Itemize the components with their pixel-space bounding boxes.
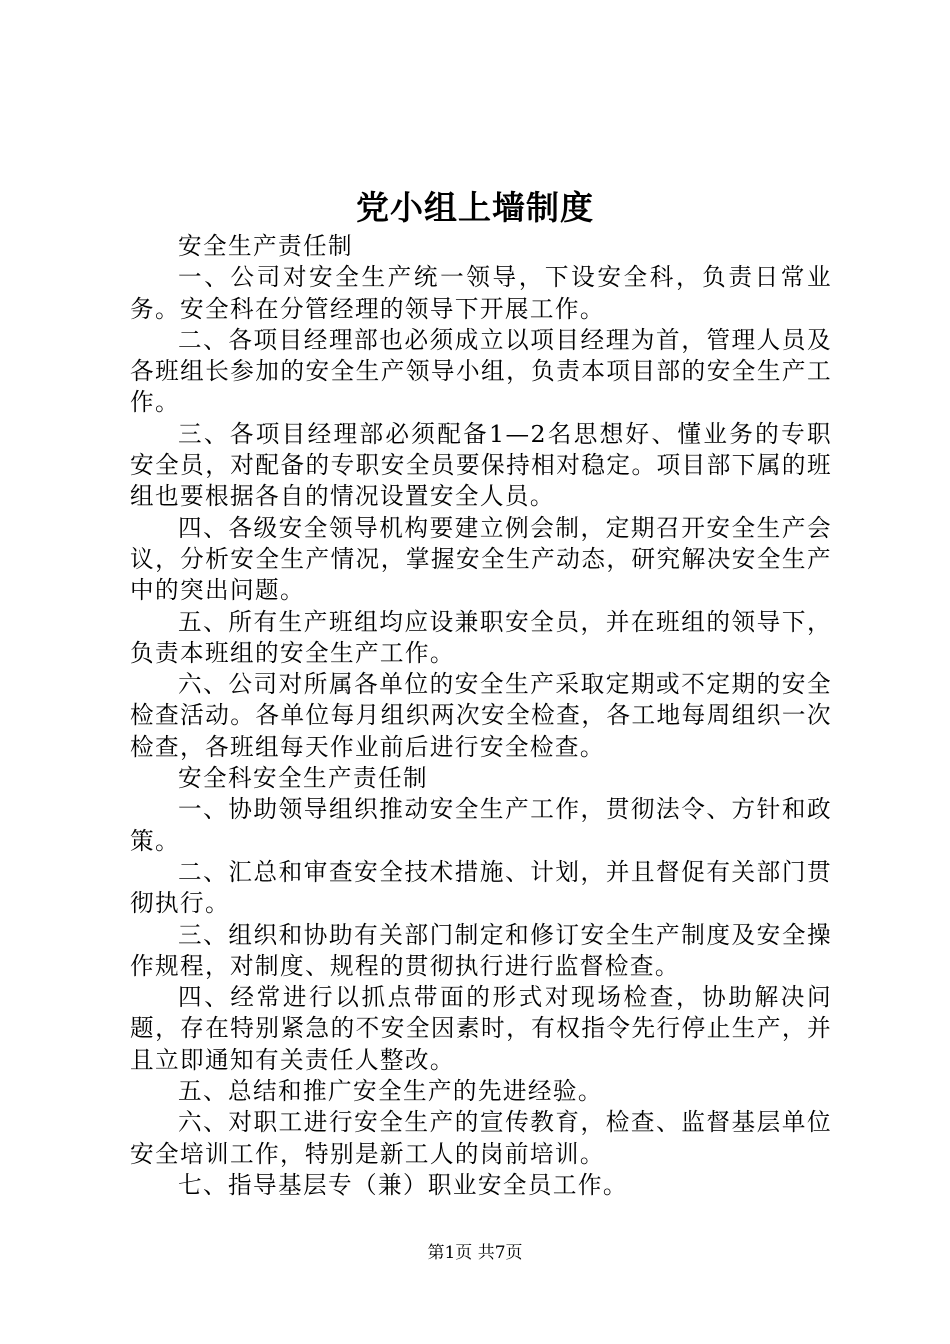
paragraph: 七、指导基层专（兼）职业安全员工作。 [178, 1170, 628, 1199]
paragraph: 三、各项目经理部必须配备1—2名思想好、懂业务的专职安全员，对配备的专职安全员要保持相对稳定。项目部下属的班组也要根据各自的情况设置安全人员。 [130, 419, 832, 511]
page-number-footer: 第1页 共7页 [427, 1243, 523, 1263]
paragraph: 四、经常进行以抓点带面的形式对现场检查，协助解决问题，存在特别紧急的不安全因素时，有权指令先行停止生产，并且立即通知有关责任人整改。 [130, 983, 832, 1074]
paragraph: 一、协助领导组织推动安全生产工作，贯彻法令、方针和政策。 [130, 795, 832, 855]
paragraph: 五、总结和推广安全生产的先进经验。 [178, 1077, 603, 1106]
paragraph: 三、组织和协助有关部门制定和修订安全生产制度及安全操作规程，对制度、规程的贯彻执行进行监督检查。 [130, 920, 832, 980]
document-title: 党小组上墙制度 [356, 188, 594, 227]
document-body [130, 231, 832, 1201]
paragraph: 六、公司对所属各单位的安全生产采取定期或不定期的安全检查活动。各单位每月组织两次安全检查，各工地每周组织一次检查，各班组每天作业前后进行安全检查。 [130, 670, 832, 761]
paragraph: 五、所有生产班组均应设兼职安全员，并在班组的领导下，负责本班组的安全生产工作。 [130, 607, 832, 667]
section-heading: 安全生产责任制 [178, 232, 353, 260]
paragraph: 六、对职工进行安全生产的宣传教育，检查、监督基层单位安全培训工作，特别是新工人的岗前培训。 [130, 1108, 832, 1168]
section-heading: 安全科安全生产责任制 [178, 764, 428, 793]
paragraph: 一、公司对安全生产统一领导，下设安全科，负责日常业务。安全科在分管经理的领导下开展工作。 [130, 263, 832, 323]
paragraph: 二、汇总和审查安全技术措施、计划，并且督促有关部门贯彻执行。 [130, 857, 832, 918]
paragraph: 二、各项目经理部也必须成立以项目经理为首，管理人员及各班组长参加的安全生产领导小组，负责本项目部的安全生产工作。 [130, 325, 832, 417]
paragraph: 四、各级安全领导机构要建立例会制，定期召开安全生产会议，分析安全生产情况，掌握安全生产动态，研究解决安全生产中的突出问题。 [130, 513, 832, 605]
